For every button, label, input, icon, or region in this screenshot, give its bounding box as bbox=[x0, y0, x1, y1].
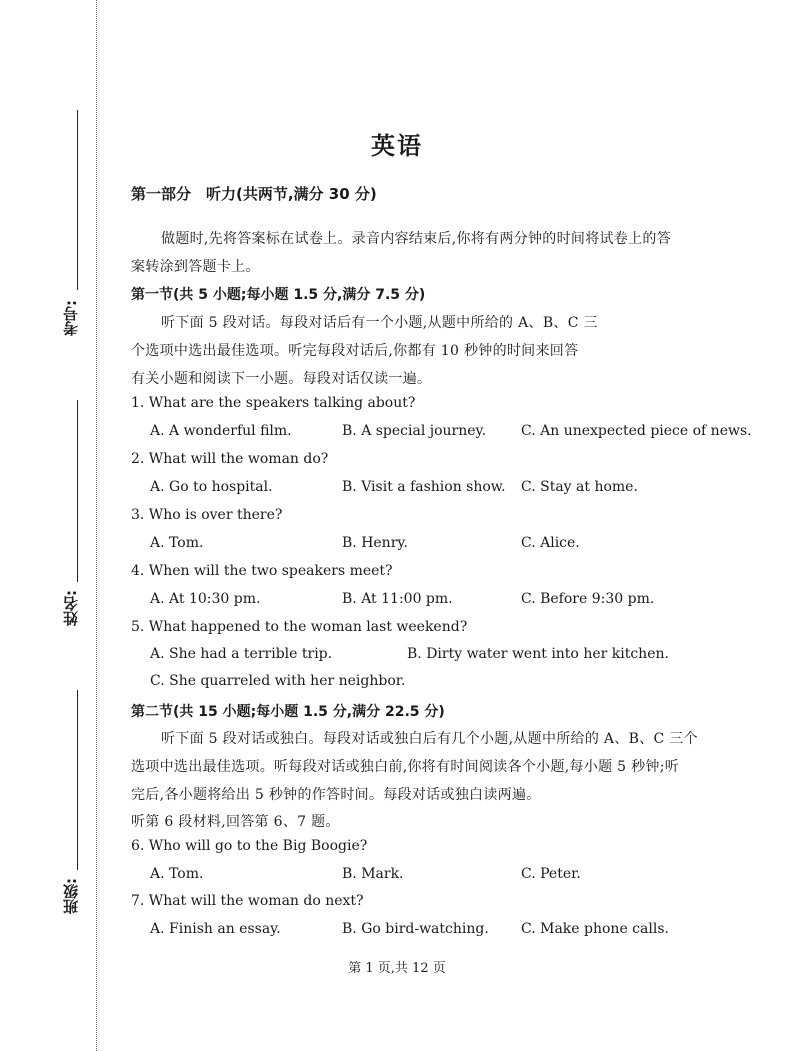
part1-heading: 第一部分 听力(共两节,满分 30 分) bbox=[131, 185, 377, 203]
question-1-stem: 1. What are the speakers talking about? bbox=[131, 395, 416, 411]
class-label: 班级: bbox=[62, 878, 80, 914]
student-name-label: 姓名: bbox=[62, 590, 80, 626]
section2-line-1: 听下面 5 段对话或独白。每段对话或独白后有几个小题,从题中所给的 A、B、C 三个 bbox=[161, 731, 698, 747]
question-6-option-b: B. Mark. bbox=[342, 866, 404, 882]
question-7-option-a: A. Finish an essay. bbox=[150, 921, 281, 937]
question-4-option-a: A. At 10:30 pm. bbox=[150, 591, 261, 607]
instructions-line-1: 做题时,先将答案标在试卷上。录音内容结束后,你将有两分钟的时间将试卷上的答 bbox=[161, 231, 671, 247]
question-6-option-c: C. Peter. bbox=[521, 866, 581, 882]
question-1-option-a: A. A wonderful film. bbox=[150, 423, 292, 439]
question-5-option-b: B. Dirty water went into her kitchen. bbox=[407, 646, 669, 662]
page-title: 英语 bbox=[371, 132, 423, 160]
question-7-option-b: B. Go bird-watching. bbox=[342, 921, 489, 937]
question-1-option-b: B. A special journey. bbox=[342, 423, 487, 439]
section1-line-1: 听下面 5 段对话。每段对话后有一个小题,从题中所给的 A、B、C 三 bbox=[161, 315, 598, 331]
question-6-option-a: A. Tom. bbox=[150, 866, 204, 882]
question-2-option-c: C. Stay at home. bbox=[521, 479, 638, 495]
question-6-stem: 6. Who will go to the Big Boogie? bbox=[131, 838, 368, 854]
question-5-stem: 5. What happened to the woman last weekend? bbox=[131, 619, 468, 635]
class-field bbox=[60, 690, 86, 920]
page-number-footer: 第 1 页,共 12 页 bbox=[348, 961, 446, 976]
section1-line-3: 有关小题和阅读下一小题。每段对话仅读一遍。 bbox=[131, 371, 432, 387]
question-4-option-c: C. Before 9:30 pm. bbox=[521, 591, 655, 607]
section1-line-2: 个选项中选出最佳选项。听完每段对话后,你都有 10 秒钟的时间来回答 bbox=[131, 343, 579, 359]
question-2-stem: 2. What will the woman do? bbox=[131, 451, 329, 467]
question-3-option-b: B. Henry. bbox=[342, 535, 408, 551]
question-7-option-c: C. Make phone calls. bbox=[521, 921, 669, 937]
section2-line-3: 完后,各小题将给出 5 秒钟的作答时间。每段对话或独白读两遍。 bbox=[131, 787, 541, 803]
question-3-option-a: A. Tom. bbox=[150, 535, 204, 551]
question-7-stem: 7. What will the woman do next? bbox=[131, 893, 364, 909]
question-5-option-a: A. She had a terrible trip. bbox=[150, 646, 333, 662]
material-note: 听第 6 段材料,回答第 6、7 题。 bbox=[131, 814, 340, 830]
section2-line-2: 选项中选出最佳选项。听每段对话或独白前,你将有时间阅读各个小题,每小题 5 秒钟;听 bbox=[131, 759, 680, 775]
question-3-stem: 3. Who is over there? bbox=[131, 507, 283, 523]
exam-number-label: 考号: bbox=[62, 300, 80, 336]
question-2-option-a: A. Go to hospital. bbox=[150, 479, 273, 495]
question-4-option-b: B. At 11:00 pm. bbox=[342, 591, 453, 607]
student-name-field bbox=[60, 400, 86, 640]
section1-heading: 第一节(共 5 小题;每小题 1.5 分,满分 7.5 分) bbox=[131, 287, 426, 303]
instructions-line-2: 案转涂到答题卡上。 bbox=[131, 259, 260, 275]
question-2-option-b: B. Visit a fashion show. bbox=[342, 479, 506, 495]
student-name-underline bbox=[77, 400, 78, 582]
question-3-option-c: C. Alice. bbox=[521, 535, 580, 551]
class-underline bbox=[77, 690, 78, 870]
question-5-option-c: C. She quarreled with her neighbor. bbox=[150, 673, 406, 689]
section2-heading: 第二节(共 15 小题;每小题 1.5 分,满分 22.5 分) bbox=[131, 704, 445, 720]
question-1-option-c: C. An unexpected piece of news. bbox=[521, 423, 752, 439]
question-4-stem: 4. When will the two speakers meet? bbox=[131, 563, 393, 579]
